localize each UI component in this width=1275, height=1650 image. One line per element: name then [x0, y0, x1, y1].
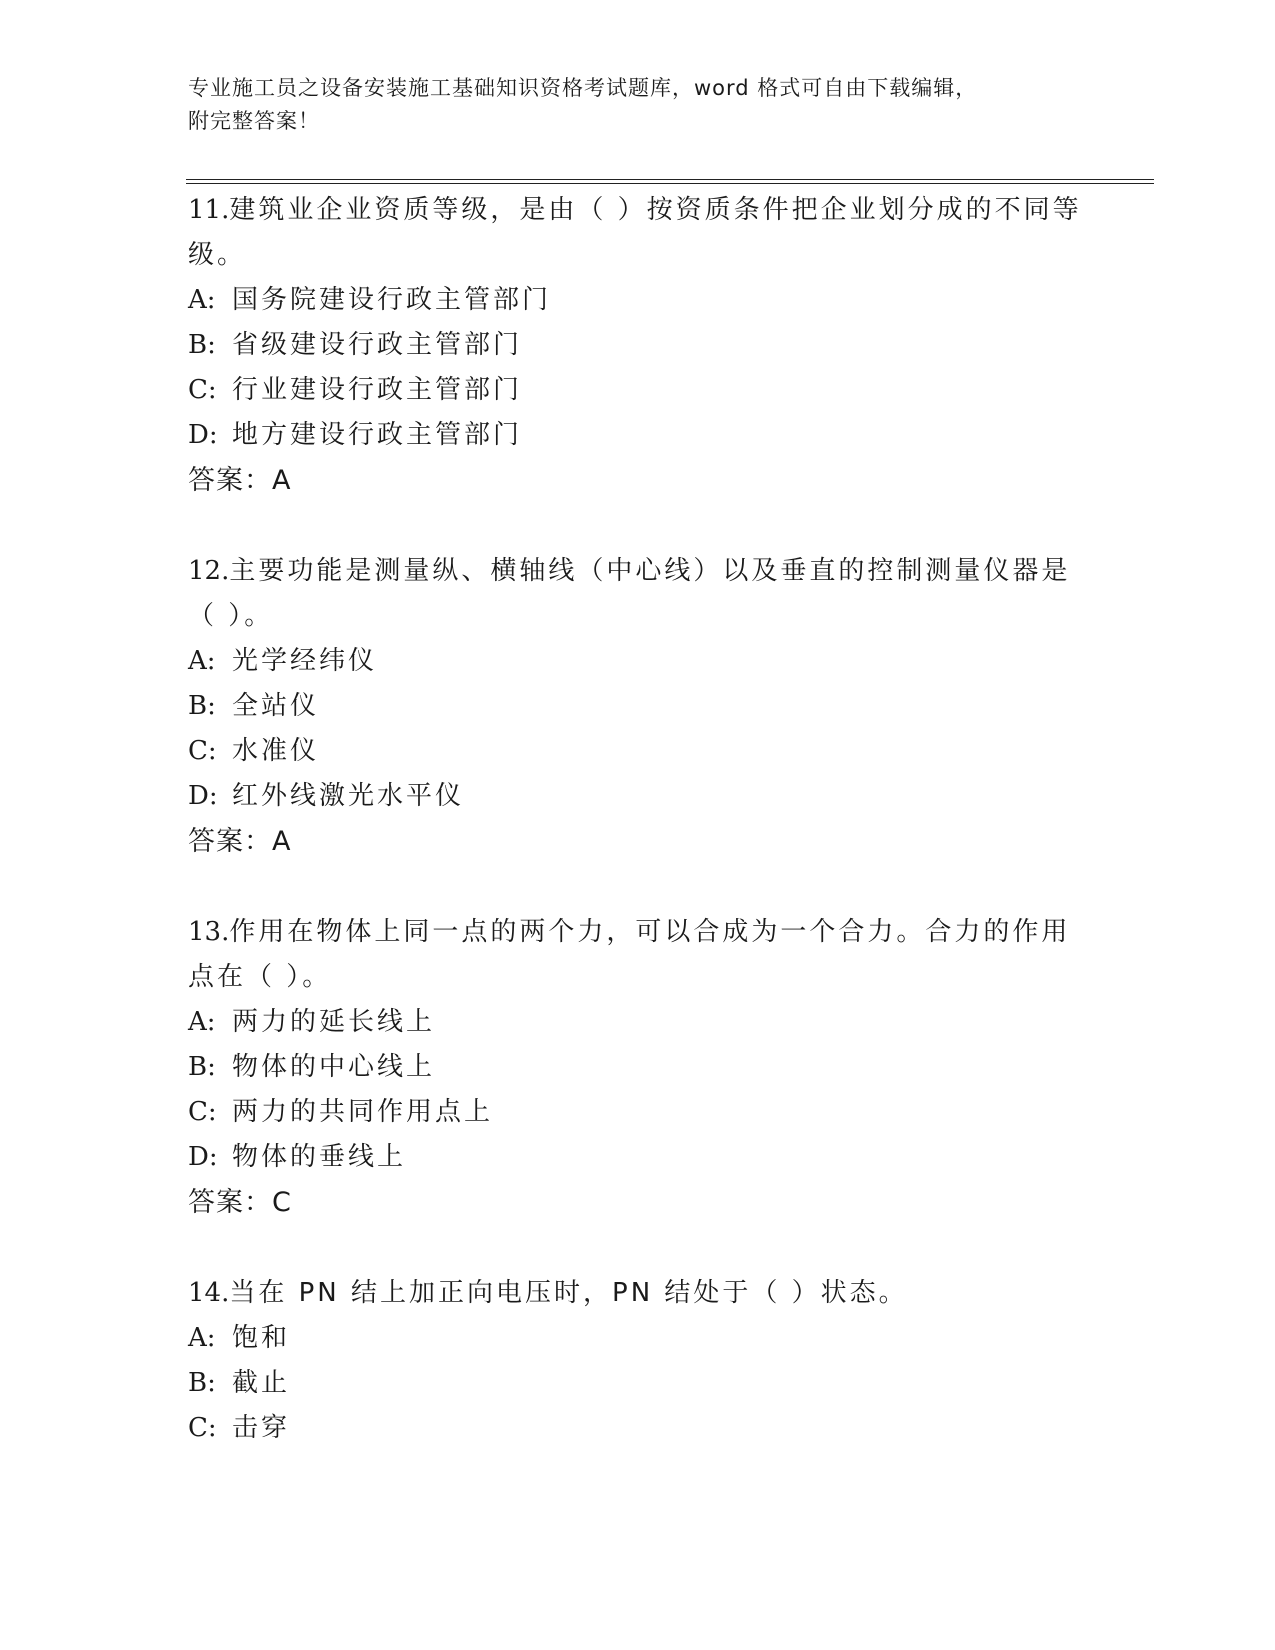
option-key: D: — [188, 1142, 218, 1172]
question-list — [188, 188, 1088, 1497]
question-stem — [188, 188, 1088, 278]
option-a — [188, 278, 1088, 323]
option-text: 两力的共同作用点上 — [232, 1097, 494, 1127]
option-key: A: — [188, 1323, 216, 1353]
question-11 — [188, 188, 1088, 503]
question-13 — [188, 910, 1088, 1225]
header-line-2: 附完整答案！ — [188, 109, 320, 133]
option-text: 物体的中心线上 — [232, 1052, 436, 1082]
option-c — [188, 1406, 1088, 1451]
option-key: D: — [188, 781, 218, 811]
option-text: 光学经纬仪 — [232, 646, 378, 676]
option-d — [188, 413, 1088, 458]
option-key: C: — [188, 375, 217, 405]
option-b — [188, 1361, 1088, 1406]
option-key: C: — [188, 1097, 217, 1127]
option-key: A: — [188, 646, 216, 676]
option-key: A: — [188, 285, 216, 315]
option-text: 击穿 — [232, 1413, 291, 1443]
option-text: 地方建设行政主管部门 — [232, 420, 523, 450]
option-key: B: — [188, 691, 216, 721]
option-b — [188, 1045, 1088, 1090]
header-line-1: 专业施工员之设备安装施工基础知识资格考试题库，word 格式可自由下载编辑， — [188, 76, 978, 100]
question-stem — [188, 1271, 1088, 1316]
option-text: 省级建设行政主管部门 — [232, 330, 523, 360]
option-text: 水准仪 — [232, 736, 320, 766]
option-key: B: — [188, 330, 216, 360]
question-text: 作用在物体上同一点的两个力，可以合成为一个合力。合力的作用点在（ ）。 — [188, 917, 1071, 992]
header-divider — [186, 179, 1154, 184]
question-number: 14. — [188, 1278, 230, 1308]
option-c — [188, 368, 1088, 413]
option-d — [188, 774, 1088, 819]
question-text: 建筑业企业资质等级，是由（ ）按资质条件把企业划分成的不同等级。 — [188, 195, 1082, 270]
option-key: C: — [188, 1413, 217, 1443]
question-text: 当在 PN 结上加正向电压时，PN 结处于（ ）状态。 — [229, 1278, 908, 1308]
option-a — [188, 1000, 1088, 1045]
option-key: B: — [188, 1052, 216, 1082]
question-number: 11. — [188, 195, 230, 225]
option-a — [188, 1316, 1088, 1361]
document-header — [188, 72, 1068, 138]
option-text: 物体的垂线上 — [232, 1142, 407, 1172]
option-b — [188, 684, 1088, 729]
option-text: 截止 — [232, 1368, 291, 1398]
question-number: 13. — [188, 917, 230, 947]
option-text: 红外线激光水平仪 — [232, 781, 465, 811]
option-key: D: — [188, 420, 218, 450]
option-c — [188, 729, 1088, 774]
option-b — [188, 323, 1088, 368]
option-c — [188, 1090, 1088, 1135]
question-stem — [188, 910, 1088, 1000]
question-text: 主要功能是测量纵、横轴线（中心线）以及垂直的控制测量仪器是（ ）。 — [188, 556, 1071, 631]
option-key: C: — [188, 736, 217, 766]
answer-line: 答案：A — [188, 465, 292, 496]
option-text: 饱和 — [232, 1323, 291, 1353]
option-text: 国务院建设行政主管部门 — [232, 285, 552, 315]
option-text: 全站仪 — [232, 691, 320, 721]
question-12 — [188, 549, 1088, 864]
question-stem — [188, 549, 1088, 639]
answer-line: 答案：C — [188, 1187, 292, 1218]
option-key: A: — [188, 1007, 216, 1037]
option-text: 行业建设行政主管部门 — [232, 375, 523, 405]
option-a — [188, 639, 1088, 684]
answer-line: 答案：A — [188, 826, 292, 857]
question-number: 12. — [188, 556, 230, 586]
option-text: 两力的延长线上 — [232, 1007, 436, 1037]
option-key: B: — [188, 1368, 216, 1398]
question-14 — [188, 1271, 1088, 1451]
option-d — [188, 1135, 1088, 1180]
